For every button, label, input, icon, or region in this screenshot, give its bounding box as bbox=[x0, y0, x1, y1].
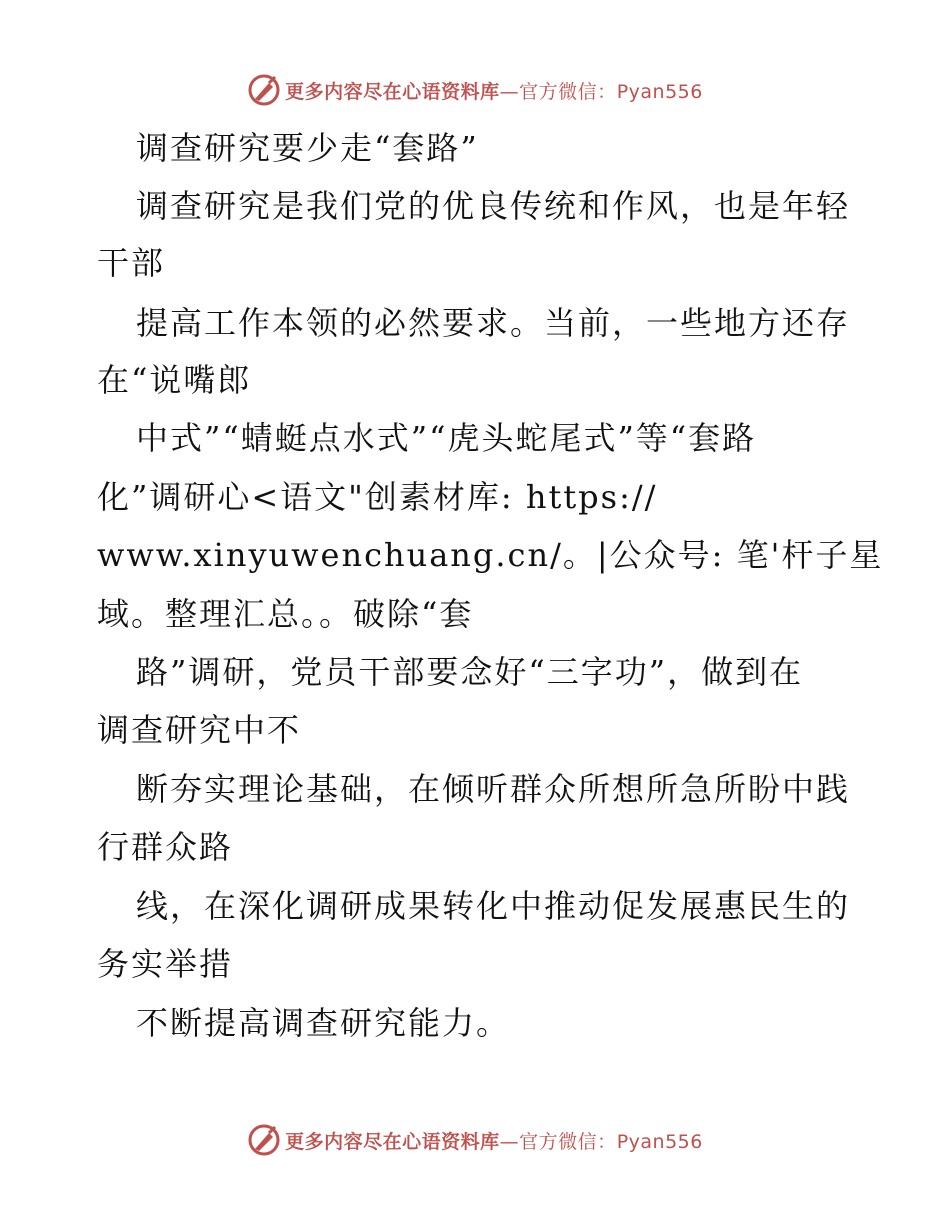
paragraph-line: 断夯实理论基础，在倾听群众所想所急所盼中践 bbox=[136, 770, 851, 808]
banner-text bbox=[285, 77, 703, 104]
paragraph-line: 化”调研心<语文"创素材库: https:// bbox=[97, 478, 658, 516]
paragraph-line: 务实举措 bbox=[97, 945, 234, 983]
paragraph-line: 域。整理汇总。。破除“套 bbox=[97, 595, 474, 633]
header-watermark-banner bbox=[0, 70, 950, 110]
doc-title: 调查研究要少走“套路” bbox=[136, 129, 479, 167]
pen-logo-icon bbox=[247, 73, 281, 107]
paragraph-line: www.xinyuwenchuang.cn/。|公众号: 笔'杆子星 bbox=[97, 536, 884, 574]
paragraph-line: 线，在深化调研成果转化中推动促发展惠民生的 bbox=[136, 887, 851, 925]
paragraph-line: 不断提高调查研究能力。 bbox=[136, 1004, 511, 1042]
banner-wechat-account: Pyan556 bbox=[616, 1130, 703, 1153]
paragraph-line: 路”调研，党员干部要念好“三字功”，做到在 bbox=[136, 653, 804, 691]
footer-watermark-banner bbox=[0, 1120, 950, 1160]
banner-wechat-label: 官方微信： bbox=[519, 1130, 617, 1153]
banner-dash: — bbox=[499, 80, 520, 103]
banner-main-text: 更多内容尽在心语资料库 bbox=[285, 1130, 500, 1153]
paragraph-line: 中式”“蜻蜓点水式”“虎头蛇尾式”等“套路 bbox=[136, 419, 757, 457]
banner-text bbox=[285, 1127, 703, 1154]
pen-logo-icon bbox=[247, 1123, 281, 1157]
banner-wechat-label: 官方微信： bbox=[519, 80, 617, 103]
paragraph-line: 行群众路 bbox=[97, 828, 234, 866]
paragraph-line: 提高工作本领的必然要求。当前，一些地方还存 bbox=[136, 304, 851, 342]
banner-wechat-account: Pyan556 bbox=[616, 80, 703, 103]
paragraph-line: 干部 bbox=[97, 244, 166, 282]
paragraph-line: 调查研究中不 bbox=[97, 711, 302, 749]
paragraph-line: 在“说嘴郎 bbox=[97, 361, 252, 399]
paragraph-line: 调查研究是我们党的优良传统和作风，也是年轻 bbox=[136, 187, 851, 225]
banner-dash: — bbox=[499, 1130, 520, 1153]
banner-main-text: 更多内容尽在心语资料库 bbox=[285, 80, 500, 103]
